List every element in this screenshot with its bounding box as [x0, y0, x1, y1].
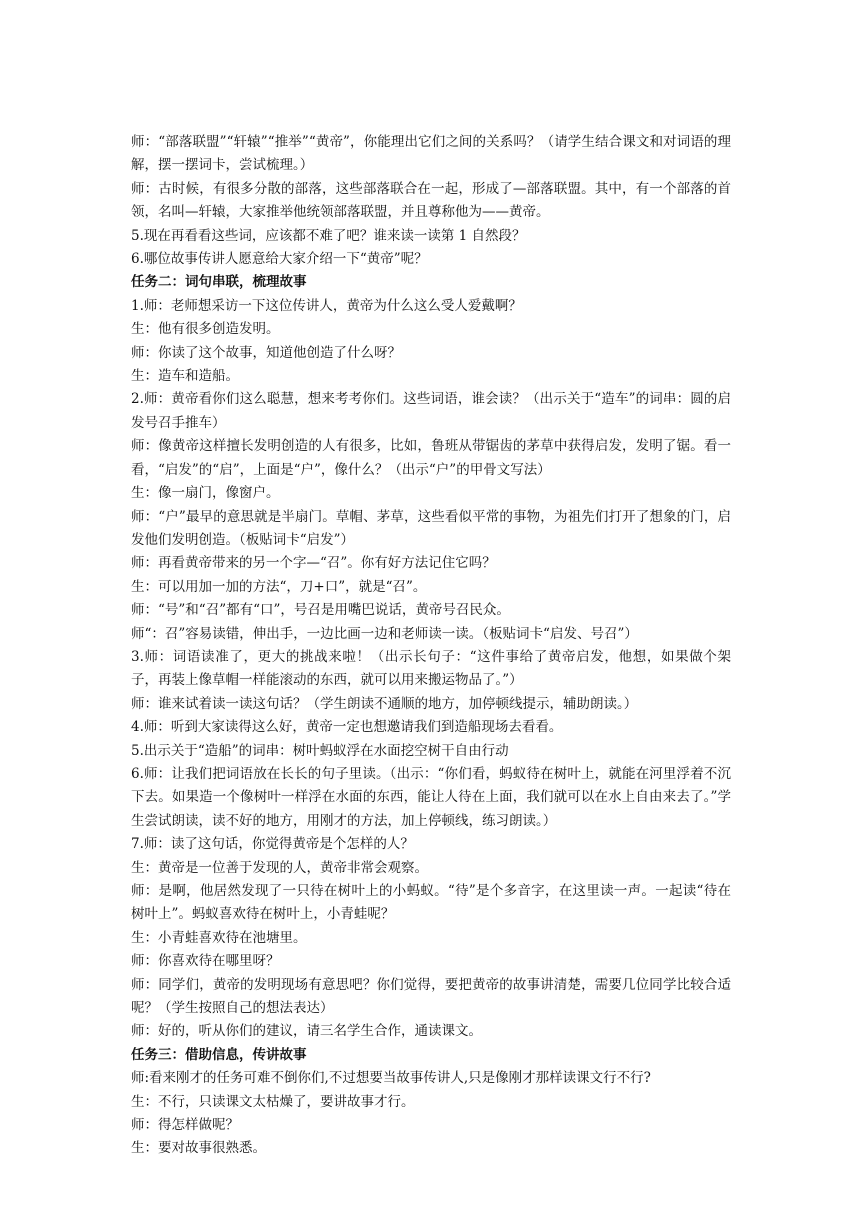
- paragraph: 生：要对故事很熟悉。: [131, 1140, 266, 1157]
- paragraph: 4.师：听到大家读得这么好，黄帝一定也想邀请我们到造船现场去看看。: [131, 719, 563, 736]
- paragraph: 生：小青蛙喜欢待在池塘里。: [131, 929, 307, 946]
- paragraph: 师：得怎样做呢？: [131, 1117, 239, 1134]
- paragraph: 生：他有很多创造发明。: [131, 321, 280, 338]
- paragraph: 师：“部落联盟”“轩辕”“推举”“黄帝”，你能理出它们之间的关系吗？（请学生结合课文和对词语的理解，摆一摆词卡，尝试梳理。）: [131, 134, 731, 174]
- paragraph: 师：同学们，黄帝的发明现场有意思吧？你们觉得，要把黄帝的故事讲清楚，需要几位同学比较合适呢？（学生按照自己的想法表达）: [131, 976, 731, 1017]
- paragraph: 师“：召”容易读错，伸出手，一边比画一边和老师读一读。（板贴词卡“启发、号召”）: [131, 625, 638, 642]
- document-page: [131, 131, 731, 1161]
- paragraph: 师：“号”和“召”都有“口”，号召是用嘴巴说话，黄帝号召民众。: [131, 602, 510, 619]
- paragraph: 生：黄帝是一位善于发现的人，黄帝非常会观察。: [131, 859, 428, 876]
- paragraph: 师：“户”最早的意思就是半扇门。草帽、茅草，这些看似平常的事物，为祖先们打开了想象的门，启发他们发明创造。（板贴词卡“启发”）: [131, 508, 731, 548]
- paragraph: 生：不行，只读课文太枯燥了，要讲故事才行。: [131, 1093, 415, 1110]
- section-heading: 任务三：借助信息，传讲故事: [131, 1046, 307, 1063]
- paragraph: 师：古时候，有很多分散的部落，这些部落联合在一起，形成了—部落联盟。其中，有一个部落的首领，名叫—轩辕，大家推举他统领部落联盟，并且尊称他为——黄帝。: [131, 180, 731, 221]
- paragraph: 师：你喜欢待在哪里呀？: [131, 953, 280, 970]
- paragraph: 师：再看黄帝带来的另一个字—“召”。你有好方法记住它吗？: [131, 555, 496, 572]
- paragraph: 6.师：让我们把词语放在长长的句子里读。（出示：“你们看，蚂蚁待在树叶上，就能在河里浮着不沉下去。如果造一个像树叶一样浮在水面的东西，能让人待在上面，我们就可以在水上自由来去了。”学生尝试朗读，读不好的地方，用刚才的方法，加上停顿线，练习朗读。）: [131, 765, 731, 829]
- paragraph: 1.师：老师想采访一下这位传讲人，黄帝为什么这么受人爱戴啊？: [131, 297, 522, 314]
- paragraph: 师：谁来试着读一读这句话？（学生朗读不通顺的地方，加停顿线提示，辅助朗读。）: [131, 695, 638, 712]
- paragraph: 师：你读了这个故事，知道他创造了什么呀？: [131, 344, 401, 361]
- paragraph: 师：像黄帝这样擅长发明创造的人有很多，比如，鲁班从带锯齿的茅草中获得启发，发明了锯。看一看，“启发”的“启”，上面是“户”，像什么？（出示“户”的甲骨文写法）: [131, 438, 731, 478]
- paragraph: 师：好的，听从你们的建议，请三名学生合作，通读课文。: [131, 1023, 482, 1040]
- paragraph: 生：造车和造船。: [131, 368, 239, 385]
- paragraph: 师：是啊，他居然发现了一只待在树叶上的小蚂蚁。“待”是个多音字，在这里读一声。一起读“待在树叶上”。蚂蚁喜欢待在树叶上，小青蛙呢？: [131, 883, 731, 923]
- paragraph: 师:看来刚才的任务可难不倒你们,不过想要当故事传讲人,只是像刚才那样读课文行不行?: [131, 1070, 651, 1087]
- paragraph: 5.现在再看看这些词，应该都不难了吧？谁来读一读第 1 自然段？: [131, 227, 526, 244]
- paragraph: 2.师：黄帝看你们这么聪慧，想来考考你们。这些词语，谁会读？（出示关于“造车”的词串：圆的启发号召手推车）: [131, 391, 731, 431]
- paragraph: 3.师：词语读准了，更大的挑战来啦！（出示长句子：“这件事给了黄帝启发，他想，如果做个架子，再装上像草帽一样能滚动的东西，就可以用来搬运物品了。”）: [131, 648, 731, 689]
- paragraph: 生：可以用加一加的方法“，刀+口”，就是“召”。: [131, 578, 427, 595]
- paragraph: 5.出示关于“造船”的词串：树叶蚂蚁浮在水面挖空树干自由行动: [131, 742, 509, 759]
- section-heading: 任务二：词句串联，梳理故事: [131, 274, 307, 291]
- paragraph: 7.师：读了这句话，你觉得黄帝是个怎样的人？: [131, 836, 414, 853]
- paragraph: 6.哪位故事传讲人愿意给大家介绍一下“黄帝”呢？: [131, 251, 428, 268]
- paragraph: 生：像一扇门，像窗户。: [131, 485, 280, 502]
